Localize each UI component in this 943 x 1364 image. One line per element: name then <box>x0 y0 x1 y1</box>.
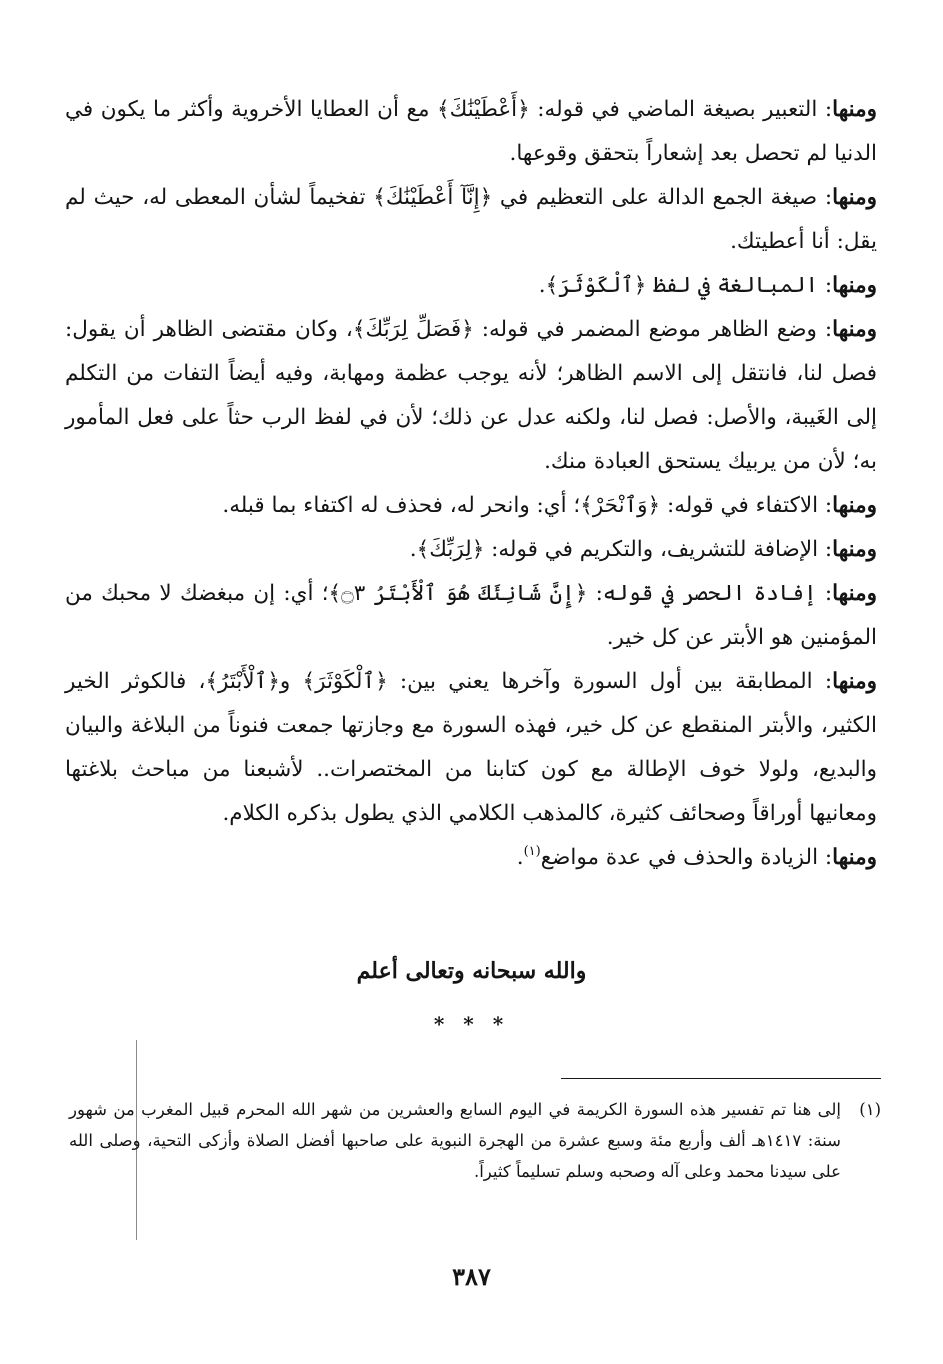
paragraph-text: : وضع الظاهر موضع المضمر في قوله: ﴿فَصَلِّ لِرَبِّكَ﴾، وكان مقتضى الظاهر أن يقول: فصل لنا، فانتقل إلى الاسم الظاهر؛ لأنه يوجب عظمة ومهابة، وفيه أيضاً التفات من التكلم إلى الغَيبة، والأصل: فصل لنا، ولكنه عدل عن ذلك؛ لأن في لفظ الرب حثاً على فعل المأمور به؛ لأن من يربيك يستحق العبادة منك. <box>65 317 877 474</box>
paragraph-7 <box>65 572 877 660</box>
paragraph-label: ومنها <box>832 669 877 694</box>
paragraph-text: : الزيادة والحذف في عدة مواضع <box>540 845 833 870</box>
footnote-reference[interactable]: (١) <box>523 844 541 859</box>
closing-phrase: والله سبحانه وتعالى أعلم <box>356 958 587 984</box>
paragraph-label: ومنها <box>832 493 877 518</box>
main-text <box>65 88 877 880</box>
paragraph-label: ومنها <box>832 317 877 342</box>
footnotes <box>69 1094 881 1187</box>
paragraph-2 <box>65 176 877 264</box>
paragraph-text: : الاكتفاء في قوله: ﴿وَٱنْحَرْ﴾؛ أي: وانحر له، فحذف له اكتفاء بما قبله. <box>222 493 833 518</box>
section-separator: * * * <box>433 1012 510 1036</box>
paragraph-label: ومنها <box>832 845 877 870</box>
page-number: ٣٨٧ <box>452 1262 491 1291</box>
paragraph-1 <box>65 88 877 176</box>
paragraph-text: : المبالغة في لفظ ﴿ٱلْكَوْثَرَ﴾. <box>538 273 833 298</box>
paragraph-text: : الإضافة للتشريف، والتكريم في قوله: ﴿لِرَبِّكَ﴾. <box>409 537 833 562</box>
paragraph-label: ومنها <box>832 581 877 606</box>
footnote-divider <box>561 1078 881 1079</box>
paragraph-label: ومنها <box>832 185 877 210</box>
paragraph-tail: . <box>516 845 524 870</box>
paragraph-5 <box>65 484 877 528</box>
paragraph-text: : التعبير بصيغة الماضي في قوله: ﴿أَعْطَيْنَٰكَ﴾ مع أن العطايا الأخروية وأكثر ما يكون في الدنيا لم تحصل بعد إشعاراً بتحقق وقوعها. <box>65 97 877 166</box>
paragraph-text: : إفادة الحصر في قوله: ﴿إِنَّ شَانِئَكَ هُوَ ٱلْأَبْتَرُ ۝٣﴾؛ أي: إن مبغضك لا محبك من المؤمنين هو الأبتر عن كل خير. <box>65 581 877 650</box>
paragraph-3 <box>65 264 877 308</box>
paragraph-4 <box>65 308 877 484</box>
paragraph-6 <box>65 528 877 572</box>
footnote-1 <box>69 1094 881 1187</box>
paragraph-text: : المطابقة بين أول السورة وآخرها يعني بين: ﴿ٱلْكَوْثَرَ﴾ و﴿ٱلْأَبْتَرُ﴾، فالكوثر الخير الكثير، والأبتر المنقطع عن كل خير، فهذه السورة مع وجازتها جمعت فنوناً من البلاغة والبيان والبديع، ولولا خوف الإطالة مع كون كتابنا من المختصرات.. لأشبعنا من مباحث بلاغتها ومعانيها أوراقاً وصحائف كثيرة، كالمذهب الكلامي الذي يطول بذكره الكلام. <box>65 669 877 826</box>
paragraph-label: ومنها <box>832 97 877 122</box>
paragraph-label: ومنها <box>832 273 877 298</box>
paragraph-label: ومنها <box>832 537 877 562</box>
footnote-text: إلى هنا تم تفسير هذه السورة الكريمة في اليوم السابع والعشرين من شهر الله المحرم قبيل المغرب من شهور سنة: ١٤١٧هـ ألف وأربع مئة وسبع عشرة من الهجرة النبوية على صاحبها أفضل الصلاة وأزكى التحية، وصلى الله على سيدنا محمد وعلى آله وصحبه وسلم تسليماً كثيراً. <box>69 1100 841 1181</box>
paragraph-8 <box>65 660 877 836</box>
paragraph-text: : صيغة الجمع الدالة على التعظيم في ﴿إِنَّآ أَعْطَيْنَٰكَ﴾ تفخيماً لشأن المعطى له، حيث لم يقل: أنا أعطيتك. <box>65 185 877 254</box>
paragraph-9 <box>65 836 877 880</box>
footnote-number: (١) <box>859 1100 881 1119</box>
